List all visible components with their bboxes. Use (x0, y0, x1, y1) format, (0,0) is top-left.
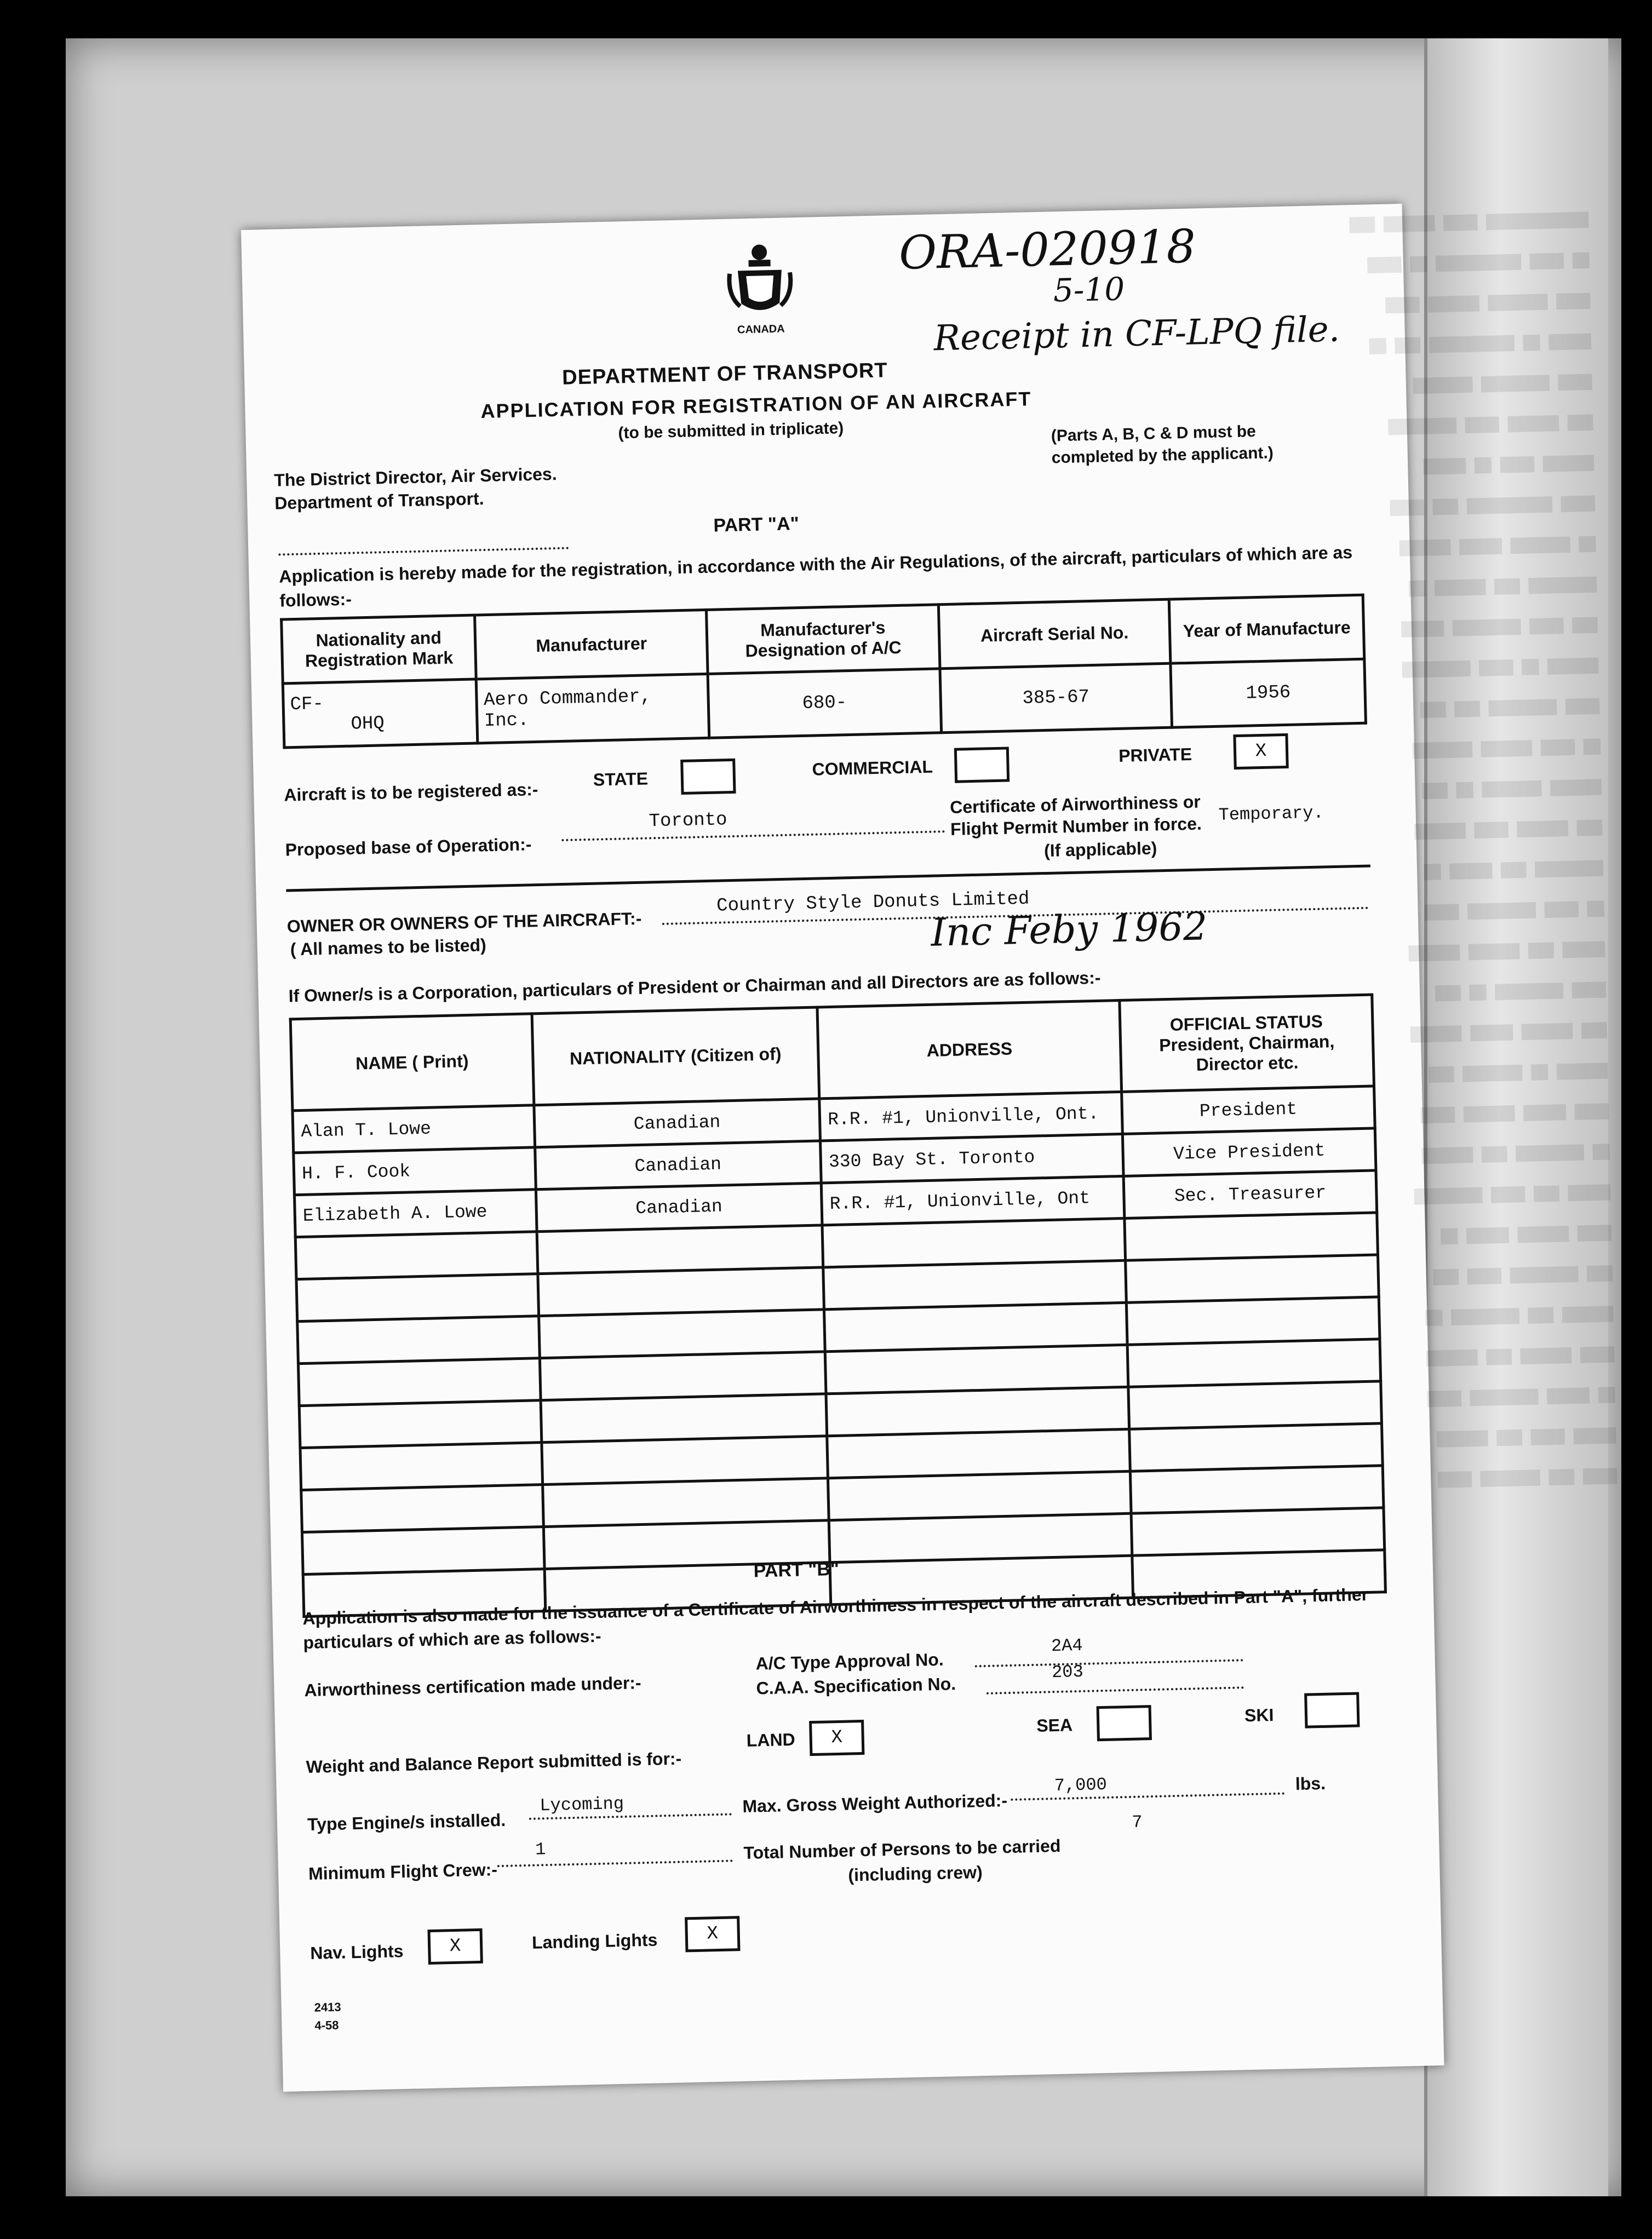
dotted-line (561, 830, 945, 841)
officer-status: President (1122, 1086, 1375, 1134)
completion-note: (Parts A, B, C & D must be completed by the applicant.) (1051, 422, 1274, 467)
cert-value: Temporary. (1218, 802, 1324, 825)
file-number-annotation: ORA-020918 (898, 219, 1197, 280)
column-header-year: Year of Manufacture (1169, 595, 1364, 663)
type-approval-label: A/C Type Approval No. (755, 1649, 944, 1674)
column-header-nationality: NATIONALITY (Citizen of) (532, 1007, 819, 1105)
base-label: Proposed base of Operation:- (285, 834, 532, 860)
cert-label-1: Certificate of Airworthiness or (949, 791, 1201, 817)
type-approval-value: 2A4 (1051, 1635, 1083, 1657)
column-header-name: NAME ( Print) (290, 1014, 534, 1111)
commercial-label: COMMERCIAL (812, 756, 933, 779)
engine-label: Type Engine/s installed. (307, 1810, 506, 1834)
application-form (241, 204, 1617, 2092)
receipt-annotation: Receipt in CF-LPQ file. (933, 309, 1340, 359)
dotted-line (497, 1859, 733, 1867)
min-crew-value: 1 (535, 1839, 546, 1860)
part-a-heading: PART "A" (713, 513, 800, 536)
landing-lights-label: Landing Lights (531, 1930, 658, 1953)
officer-name: H. F. Cook (294, 1147, 536, 1195)
incorporation-annotation: Inc Feby 1962 (930, 904, 1208, 955)
column-header-manufacturer: Manufacturer (475, 610, 708, 679)
caa-spec-value: 203 (1051, 1661, 1084, 1683)
base-value: Toronto (649, 810, 727, 833)
cert-label-2: Flight Permit Number in force. (950, 813, 1202, 839)
officer-status: Sec. Treasurer (1123, 1170, 1376, 1218)
persons-label: Total Number of Persons to be carried (743, 1835, 1061, 1863)
state-label: STATE (593, 768, 649, 790)
column-header-serial: Aircraft Serial No. (938, 599, 1171, 669)
serial-cell: 385-67 (940, 663, 1172, 733)
cert-under-label: Airworthiness certification made under:- (304, 1673, 641, 1701)
canada-coat-of-arms-icon (724, 239, 796, 323)
section-divider (286, 865, 1370, 892)
addressee-line-2: Department of Transport. (274, 489, 484, 513)
form-number: 2413 (314, 2000, 341, 2014)
gross-weight-unit: lbs. (1295, 1773, 1326, 1794)
state-checkbox[interactable] (680, 759, 736, 795)
file-sub-annotation: 5-10 (1053, 270, 1125, 309)
country-label: CANADA (737, 323, 785, 336)
min-crew-label: Minimum Flight Crew:- (308, 1859, 498, 1884)
year-cell: 1956 (1171, 659, 1366, 727)
persons-value: 7 (1131, 1812, 1143, 1833)
bleed-through-texture: ████████████ ████ ██████ ███ ██ ████ ██████████ ██ ████ ████ ███████ ██████ ████ █████ ██ ██████████ ███ ██ ████ ████████ ███████ ███ ██████ ████ ████████ ██████ ████ ██ █████ ████ ██████████ ███ ████ ██ ███████ █████ ██████ ████████ ███ ██████ ██ ███ ████ ████████ █████ ██████ ██ ████ ████████ ████ ████████ ███ ███ ██ ████ ██████ ███████ ██████ ███████ ██ ███ ███ ██████ ████ ██████ ████████ ███ █████ ██ ██ ████ ████████ ████ █████ ███ ██████ ██████ ████ ████████ ██ ███ ███ ██████ █████ ██████ ██████ ██ ███████ ███ ████ █████ ██████ ████ ██ ████████ ███ ██████ █████ ███ ████ ████████ ████ ██████ █████ ██ ███ ████████ ████ ███ ██████ ███ ████████ ██ ████ ██████ ███ ██████ ██ █████ ████████ ████ █████ ████ ███ ██████ ████ ███ ███████ ████ (1349, 211, 1617, 1489)
form-subtitle: (to be submitted in triplicate) (618, 419, 844, 443)
part-a-intro: Application is hereby made for the registration, in accordance with the Air Regulations, of the aircraft, particulars of which are as follows:- (278, 542, 1353, 611)
registration-cell (283, 679, 478, 748)
owner-sublabel: ( All names to be listed) (290, 935, 487, 960)
officer-name: Alan T. Lowe (292, 1105, 535, 1153)
dotted-line (975, 1659, 1243, 1667)
form-date: 4-58 (314, 2018, 339, 2033)
registered-as-label: Aircraft is to be registered as:- (284, 779, 538, 805)
officer-nationality: Canadian (534, 1099, 820, 1147)
dotted-line (986, 1686, 1244, 1695)
nationality-prefix: CF- (290, 693, 324, 716)
dotted-line (278, 547, 569, 556)
addressee-line-1: The District Director, Air Services. (273, 464, 558, 490)
officer-nationality: Canadian (535, 1141, 821, 1190)
landing-lights-checkbox[interactable]: X (685, 1916, 740, 1952)
column-header-nationality: Nationality and Registration Mark (282, 615, 477, 684)
form-title: APPLICATION FOR REGISTRATION OF AN AIRCRAFT (480, 387, 1032, 423)
officer-address: R.R. #1, Unionville, Ont (821, 1176, 1125, 1225)
cert-label-3: (If applicable) (1043, 838, 1157, 861)
officers-table (289, 993, 1387, 1618)
ski-checkbox[interactable] (1304, 1692, 1360, 1728)
officer-nationality: Canadian (536, 1183, 822, 1232)
sea-label: SEA (1036, 1715, 1073, 1736)
corporation-intro: If Owner/s is a Corporation, particulars of President or Chairman and all Directors are as follows:- (288, 967, 1101, 1006)
registration-mark: OHQ (351, 713, 385, 735)
private-label: PRIVATE (1118, 744, 1192, 766)
officer-name: Elizabeth A. Lowe (294, 1190, 536, 1237)
part-b-heading: PART "B" (753, 1558, 840, 1582)
land-label: LAND (746, 1729, 796, 1750)
owner-label: OWNER OR OWNERS OF THE AIRCRAFT:- (286, 908, 642, 937)
gross-weight-value: 7,000 (1054, 1774, 1108, 1796)
officer-status: Vice President (1122, 1128, 1375, 1176)
sea-checkbox[interactable] (1097, 1705, 1152, 1741)
column-header-designation: Manufacturer's Designation of A/C (707, 605, 940, 674)
owner-value: Country Style Donuts Limited (716, 888, 1030, 917)
caa-spec-label: C.A.A. Specification No. (756, 1674, 956, 1698)
nav-lights-checkbox[interactable]: X (427, 1928, 483, 1965)
department-title: DEPARTMENT OF TRANSPORT (561, 359, 888, 389)
part-b-intro: Application is also made for the issuance of a Certificate of Airworthiness in respect of the aircraft described in Part "A", further particulars of which are as follows:- (302, 1584, 1369, 1653)
private-checkbox[interactable]: X (1233, 733, 1288, 770)
engine-value: Lycoming (539, 1793, 624, 1816)
officer-address: R.R. #1, Unionville, Ont. (819, 1092, 1123, 1141)
dotted-line (1011, 1793, 1284, 1801)
nav-lights-label: Nav. Lights (309, 1941, 404, 1963)
manufacturer-cell: Aero Commander, Inc. (477, 674, 709, 743)
column-header-status: OFFICIAL STATUS President, Chairman, Director etc. (1120, 995, 1374, 1092)
persons-sublabel: (including crew) (848, 1862, 983, 1885)
officer-address: 330 Bay St. Toronto (821, 1134, 1124, 1183)
gross-weight-label: Max. Gross Weight Authorized:- (742, 1790, 1008, 1816)
land-checkbox[interactable]: X (809, 1720, 864, 1756)
commercial-checkbox[interactable] (954, 747, 1009, 783)
designation-cell: 680- (708, 669, 941, 738)
ski-label: SKI (1244, 1704, 1274, 1726)
weight-report-label: Weight and Balance Report submitted is for:- (306, 1748, 682, 1777)
aircraft-particulars-table (280, 594, 1367, 749)
column-header-address: ADDRESS (817, 1000, 1122, 1098)
